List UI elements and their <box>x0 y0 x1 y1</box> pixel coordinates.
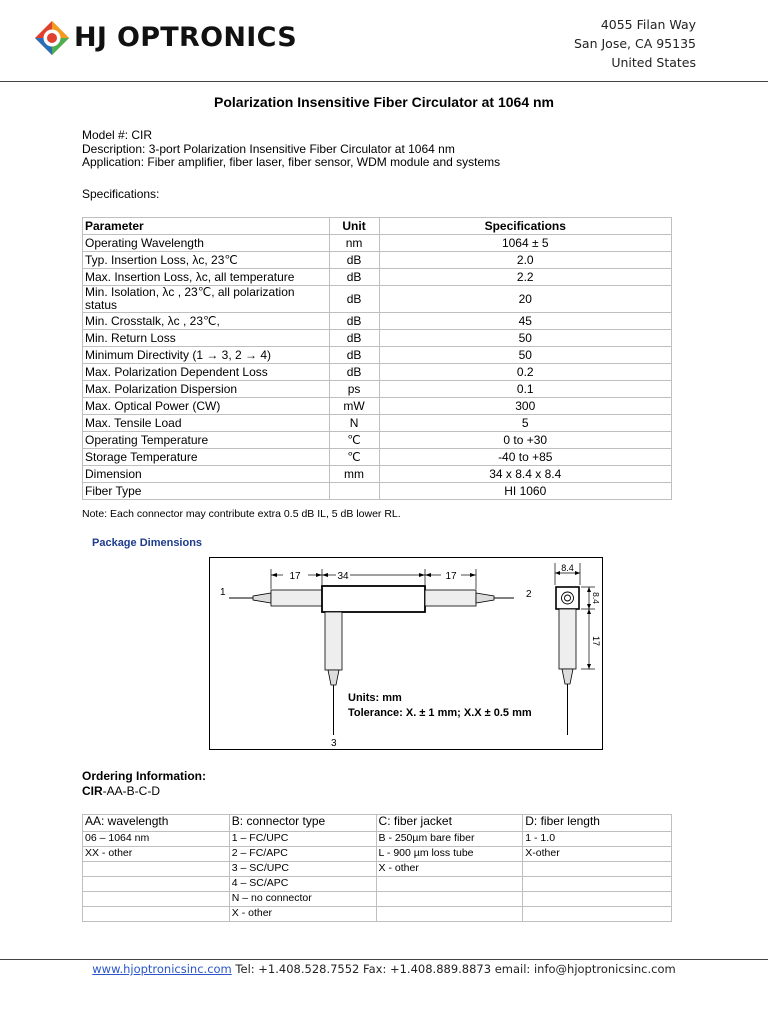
table-cell <box>83 892 230 907</box>
column-header: AA: wavelength <box>83 815 230 832</box>
table-cell <box>83 907 230 922</box>
table-cell: N – no connector <box>229 892 376 907</box>
connector-note: Note: Each connector may contribute extra 0.5 dB IL, 5 dB lower RL. <box>82 508 401 520</box>
table-cell <box>83 877 230 892</box>
address-line: San Jose, CA 95135 <box>574 36 696 51</box>
table-row <box>83 252 672 269</box>
table-cell: ℃ <box>329 432 379 449</box>
port-2-label: 2 <box>526 589 532 600</box>
table-cell: 50 <box>379 347 672 364</box>
table-cell: 2 – FC/APC <box>229 847 376 862</box>
table-cell: Operating Temperature <box>83 432 330 449</box>
dim-side-top: 8.4 <box>561 563 574 573</box>
ordering-code <box>82 784 160 798</box>
dim-left: 17 <box>289 571 301 582</box>
dim-right: 17 <box>445 571 457 582</box>
specifications-table <box>82 217 672 500</box>
table-cell: 1064 ± 5 <box>379 235 672 252</box>
table-cell: 3 – SC/UPC <box>229 862 376 877</box>
table-row <box>83 286 672 313</box>
header-divider <box>0 81 768 82</box>
address-line: United States <box>611 55 696 70</box>
table-cell: dB <box>329 286 379 313</box>
table-cell: Dimension <box>83 466 330 483</box>
column-header: D: fiber length <box>523 815 672 832</box>
table-cell <box>329 483 379 500</box>
port-1-label: 1 <box>220 587 226 598</box>
table-cell: XX - other <box>83 847 230 862</box>
table-row <box>83 330 672 347</box>
table-cell: 06 – 1064 nm <box>83 832 230 847</box>
company-address <box>574 15 696 72</box>
table-row <box>83 313 672 330</box>
table-header-row <box>83 218 672 235</box>
table-cell: Operating Wavelength <box>83 235 330 252</box>
table-cell: Max. Polarization Dispersion <box>83 381 330 398</box>
ordering-table <box>82 814 672 922</box>
table-cell: Max. Tensile Load <box>83 415 330 432</box>
package-dimension-drawing <box>209 557 603 750</box>
document-title: Polarization Insensitive Fiber Circulator at 1064 nm <box>214 94 554 110</box>
ordering-code-rest: -AA-B-C-D <box>102 784 160 798</box>
table-cell: Max. Insertion Loss, λc, all temperature <box>83 269 330 286</box>
table-cell: 45 <box>379 313 672 330</box>
table-cell: Minimum Directivity (1 → 3, 2 → 4) <box>83 347 330 364</box>
table-cell: X - other <box>229 907 376 922</box>
table-row <box>83 483 672 500</box>
table-cell: HI 1060 <box>379 483 672 500</box>
table-cell <box>523 877 672 892</box>
table-cell <box>376 892 523 907</box>
table-row <box>83 432 672 449</box>
port-3-label: 3 <box>331 738 337 749</box>
table-cell: X-other <box>523 847 672 862</box>
address-line: 4055 Filan Way <box>600 17 696 32</box>
table-cell: ps <box>329 381 379 398</box>
table-row <box>83 862 672 877</box>
table-cell: 1 – FC/UPC <box>229 832 376 847</box>
table-cell: dB <box>329 252 379 269</box>
package-dimensions-heading: Package Dimensions <box>92 537 203 549</box>
table-cell <box>523 907 672 922</box>
dim-middle: 34 <box>337 571 349 582</box>
company-logo-icon <box>34 20 70 56</box>
specifications-heading: Specifications: <box>82 187 160 201</box>
table-row <box>83 907 672 922</box>
table-row <box>83 269 672 286</box>
table-cell <box>376 907 523 922</box>
table-cell: dB <box>329 269 379 286</box>
table-cell: dB <box>329 347 379 364</box>
tolerance-label: Tolerance: X. ± 1 mm; X.X ± 0.5 mm <box>348 707 532 719</box>
circulator-body <box>322 586 425 612</box>
table-row <box>83 877 672 892</box>
table-cell: 2.0 <box>379 252 672 269</box>
column-header: C: fiber jacket <box>376 815 523 832</box>
table-cell: 0 to +30 <box>379 432 672 449</box>
table-cell: Min. Return Loss <box>83 330 330 347</box>
dim-side-v2: 17 <box>591 635 601 647</box>
table-row <box>83 847 672 862</box>
table-cell: X - other <box>376 862 523 877</box>
tube-left <box>271 590 322 606</box>
units-label: Units: mm <box>348 692 402 704</box>
table-row <box>83 235 672 252</box>
column-header: Specifications <box>379 218 672 235</box>
footer <box>0 962 768 976</box>
table-row <box>83 415 672 432</box>
table-cell <box>83 862 230 877</box>
ordering-heading: Ordering Information: <box>82 769 206 783</box>
table-cell: 50 <box>379 330 672 347</box>
table-cell: nm <box>329 235 379 252</box>
table-cell: 0.1 <box>379 381 672 398</box>
table-row <box>83 832 672 847</box>
table-row <box>83 398 672 415</box>
tube-port-3 <box>325 612 342 670</box>
table-cell: -40 to +85 <box>379 449 672 466</box>
table-cell: Min. Isolation, λc , 23℃, all polarization status <box>83 286 330 313</box>
table-cell: mm <box>329 466 379 483</box>
table-cell: 5 <box>379 415 672 432</box>
table-header-row <box>83 815 672 832</box>
column-header: Unit <box>329 218 379 235</box>
ordering-code-prefix: CIR <box>82 784 103 798</box>
table-cell: Storage Temperature <box>83 449 330 466</box>
application-line: Application: Fiber amplifier, fiber laser, fiber sensor, WDM module and systems <box>82 155 501 169</box>
product-meta <box>82 129 500 170</box>
table-cell: ℃ <box>329 449 379 466</box>
table-cell: 300 <box>379 398 672 415</box>
table-row <box>83 449 672 466</box>
table-row <box>83 892 672 907</box>
table-cell: Fiber Type <box>83 483 330 500</box>
table-row <box>83 381 672 398</box>
website-link[interactable]: www.hjoptronicsinc.com <box>92 962 232 976</box>
table-cell: Min. Crosstalk, λc , 23℃, <box>83 313 330 330</box>
table-row <box>83 466 672 483</box>
table-cell: N <box>329 415 379 432</box>
dim-side-v1: 8.4 <box>591 592 601 604</box>
contact-info: Tel: +1.408.528.7552 Fax: +1.408.889.8873 email: info@hjoptronicsinc.com <box>231 962 676 976</box>
table-cell <box>376 877 523 892</box>
tube-right <box>425 590 476 606</box>
footer-divider <box>0 959 768 960</box>
table-cell: 1 - 1.0 <box>523 832 672 847</box>
table-cell: 20 <box>379 286 672 313</box>
table-cell: mW <box>329 398 379 415</box>
table-cell: 34 x 8.4 x 8.4 <box>379 466 672 483</box>
table-cell <box>523 892 672 907</box>
description-line: Description: 3-port Polarization Insensitive Fiber Circulator at 1064 nm <box>82 141 455 156</box>
table-cell: Max. Optical Power (CW) <box>83 398 330 415</box>
table-cell: dB <box>329 313 379 330</box>
table-cell: dB <box>329 364 379 381</box>
table-cell: 0.2 <box>379 364 672 381</box>
company-name: HJ OPTRONICS <box>74 22 297 53</box>
column-header: B: connector type <box>229 815 376 832</box>
table-cell: 2.2 <box>379 269 672 286</box>
table-cell: 4 – SC/APC <box>229 877 376 892</box>
table-cell <box>523 862 672 877</box>
table-cell: L - 900 µm loss tube <box>376 847 523 862</box>
table-cell: Typ. Insertion Loss, λc, 23℃ <box>83 252 330 269</box>
table-row <box>83 347 672 364</box>
table-cell: B - 250µm bare fiber <box>376 832 523 847</box>
table-cell: Max. Polarization Dependent Loss <box>83 364 330 381</box>
table-row <box>83 364 672 381</box>
model-line: Model #: CIR <box>82 128 153 142</box>
column-header: Parameter <box>83 218 330 235</box>
table-cell: dB <box>329 330 379 347</box>
